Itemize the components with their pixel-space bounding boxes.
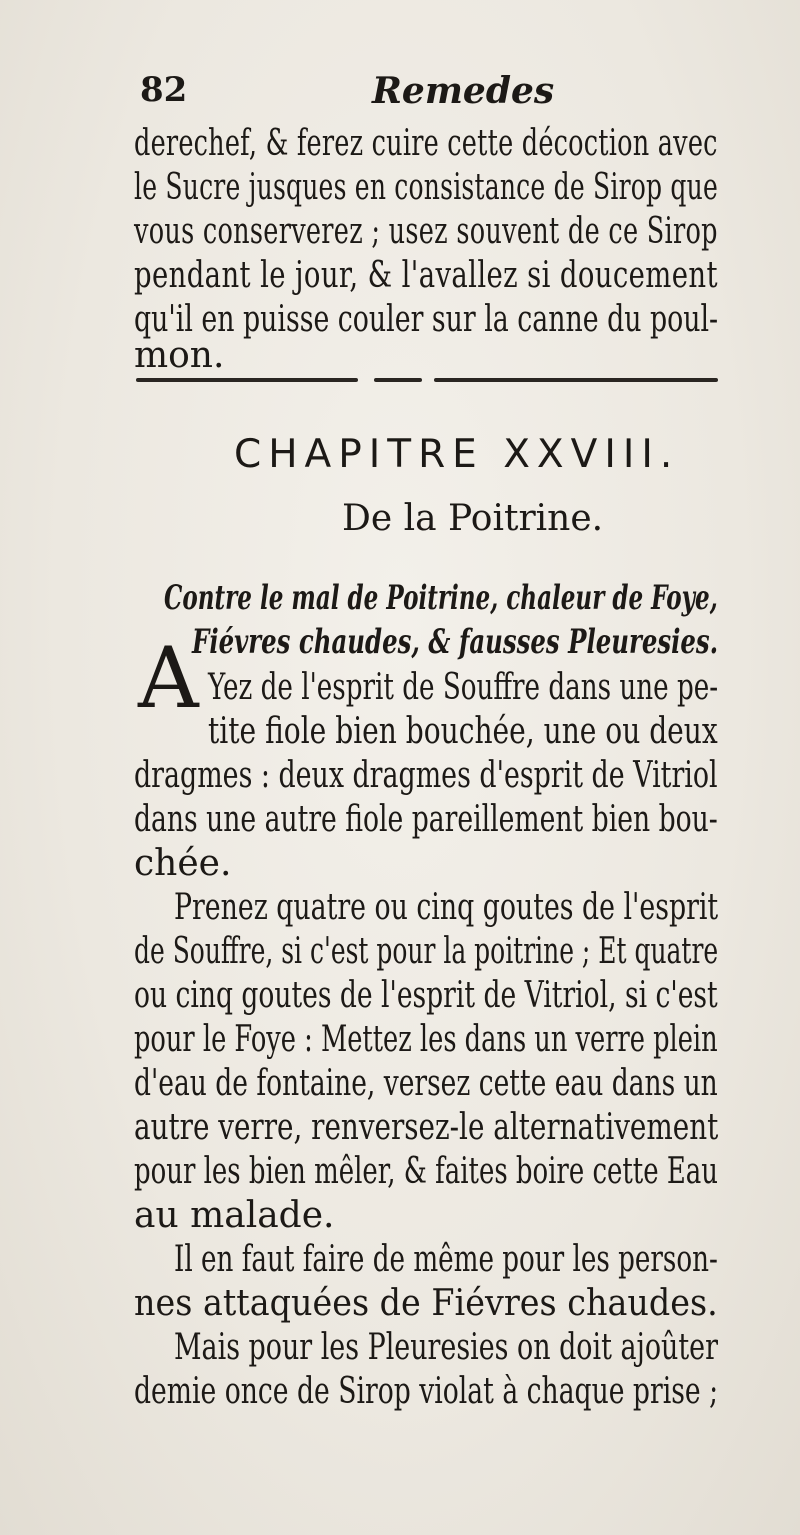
page-number: 82 bbox=[140, 70, 188, 110]
running-title: Remedes bbox=[372, 70, 555, 112]
text-line: dans une autre fiole pareillement bien bou- bbox=[134, 799, 718, 840]
text-line: mon. bbox=[134, 335, 225, 376]
text-line: vous conserverez ; usez souvent de ce Sirop bbox=[134, 211, 718, 252]
section-title: De la Poitrine. bbox=[342, 498, 604, 539]
text-line: autre verre, renversez-le alternativement bbox=[134, 1107, 719, 1148]
text-line: derechef, & ferez cuire cette décoction avec bbox=[134, 123, 718, 164]
text-line: de Souffre, si c'est pour la poitrine ; Et quatre bbox=[134, 931, 719, 972]
text-line: pour le Foye : Mettez les dans un verre plein bbox=[134, 1019, 718, 1060]
text-line: Mais pour les Pleuresies on doit ajoûter bbox=[174, 1327, 718, 1368]
text-line: d'eau de fontaine, versez cette eau dans un bbox=[134, 1063, 718, 1104]
chapter-title: CHAPITRE XXVIII. bbox=[234, 432, 680, 477]
text-line: chée. bbox=[134, 843, 232, 884]
text-line: dragmes : deux dragmes d'esprit de Vitriol bbox=[134, 755, 718, 796]
text-line: au malade. bbox=[134, 1195, 335, 1236]
text-line: pour les bien mêler, & faites boire cette Eau bbox=[134, 1151, 718, 1192]
text-line: Il en faut faire de même pour les person- bbox=[174, 1239, 718, 1280]
text-line: demie once de Sirop violat à chaque prise ; bbox=[134, 1371, 719, 1412]
text-line: Prenez quatre ou cinq goutes de l'esprit bbox=[174, 887, 719, 928]
section-divider bbox=[136, 378, 718, 384]
recipe-heading-line: Contre le mal de Poitrine, chaleur de Foye, bbox=[164, 578, 718, 618]
text-line: ou cinq goutes de l'esprit de Vitriol, si c'est bbox=[134, 975, 718, 1016]
text-line: qu'il en puisse couler sur la canne du poul- bbox=[134, 299, 719, 340]
text-line: Yez de l'esprit de Souffre dans une pe- bbox=[208, 667, 719, 708]
recipe-heading-line: Fiévres chaudes, & fausses Pleuresies. bbox=[192, 622, 719, 662]
text-line: le Sucre jusques en consistance de Sirop que bbox=[134, 167, 718, 208]
page-header bbox=[140, 70, 700, 120]
text-line: pendant le jour, & l'avallez si doucement bbox=[134, 255, 718, 296]
text-line: tite fiole bien bouchée, une ou deux bbox=[208, 711, 718, 752]
drop-cap: A bbox=[138, 629, 199, 727]
text-line: nes attaquées de Fiévres chaudes. bbox=[134, 1283, 718, 1324]
